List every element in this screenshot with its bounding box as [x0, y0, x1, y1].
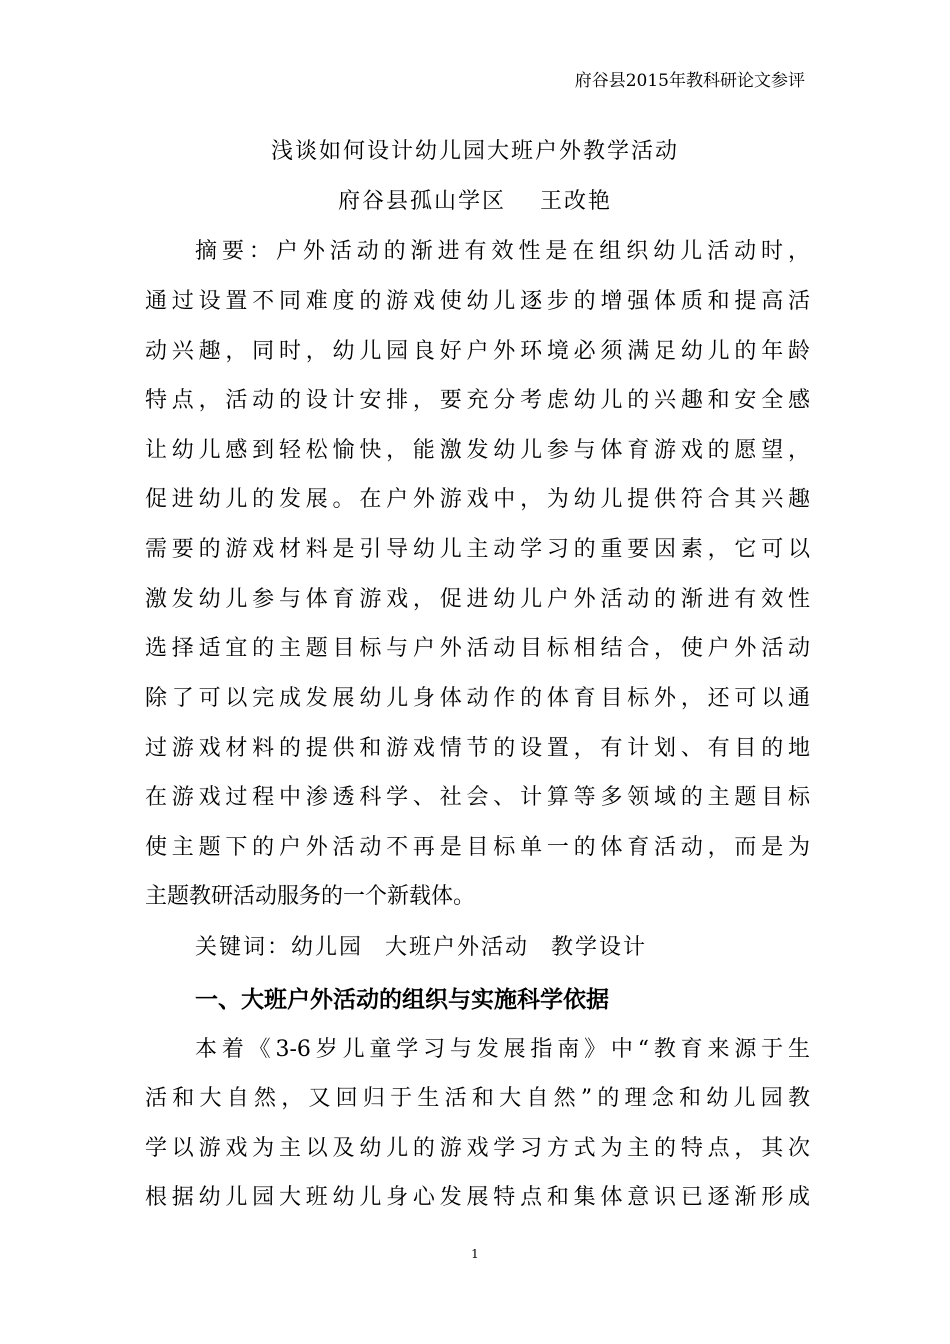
abstract-line: 在游戏过程中渗透科学、社会、计算等多领域的主题目标 [145, 785, 810, 810]
abstract-line: 激发幼儿参与体育游戏，促进幼儿户外活动的渐进有效性 [145, 587, 810, 612]
keyword-item: 大班户外活动 [385, 935, 530, 960]
abstract-line: 过游戏材料的提供和游戏情节的设置，有计划、有目的地 [145, 736, 810, 761]
section-line: 学以游戏为主以及幼儿的游戏学习方式为主的特点，其次 [145, 1136, 810, 1161]
abstract-line: 需要的游戏材料是引导幼儿主动学习的重要因素，它可以 [145, 537, 810, 562]
abstract-line: 动兴趣，同时，幼儿园良好户外环境必须满足幼儿的年龄 [145, 339, 810, 364]
keyword-item: 教学设计 [551, 935, 648, 960]
abstract-line: 特点，活动的设计安排，要充分考虑幼儿的兴趣和安全感 [145, 388, 810, 413]
page-header: 府谷县2015年教科研论文参评 [574, 71, 805, 91]
keywords-label: 关键词：幼儿园 [195, 935, 364, 960]
author-name: 王改艳 [540, 189, 613, 214]
section-line: 本着《3-6岁儿童学习与发展指南》中“教育来源于生 [195, 1037, 810, 1062]
section-line: 根据幼儿园大班幼儿身心发展特点和集体意识已逐渐形成 [145, 1185, 810, 1210]
abstract-line: 通过设置不同难度的游戏使幼儿逐步的增强体质和提高活 [145, 289, 810, 314]
document-title: 浅谈如何设计幼儿园大班户外教学活动 [270, 139, 679, 164]
abstract-line: 摘要：户外活动的渐进有效性是在组织幼儿活动时， [195, 239, 810, 264]
section-line: 活和大自然，又回归于生活和大自然”的理念和幼儿园教 [145, 1086, 810, 1111]
abstract-line: 使主题下的户外活动不再是目标单一的体育活动，而是为 [145, 835, 810, 860]
abstract-line: 促进幼儿的发展。在户外游戏中，为幼儿提供符合其兴趣 [145, 487, 810, 512]
page-number: 1 [471, 1247, 479, 1261]
keywords-line [195, 933, 647, 963]
abstract-line: 选择适宜的主题目标与户外活动目标相结合，使户外活动 [145, 636, 810, 661]
author-line [0, 187, 950, 217]
section-heading: 一、大班户外活动的组织与实施科学依据 [195, 987, 609, 1013]
abstract-line: 主题教研活动服务的一个新载体。 [145, 884, 476, 909]
abstract-line: 除了可以完成发展幼儿身体动作的体育目标外，还可以通 [145, 686, 810, 711]
author-affiliation: 府谷县孤山学区 [337, 189, 506, 214]
abstract-line: 让幼儿感到轻松愉快，能激发幼儿参与体育游戏的愿望， [145, 438, 810, 463]
